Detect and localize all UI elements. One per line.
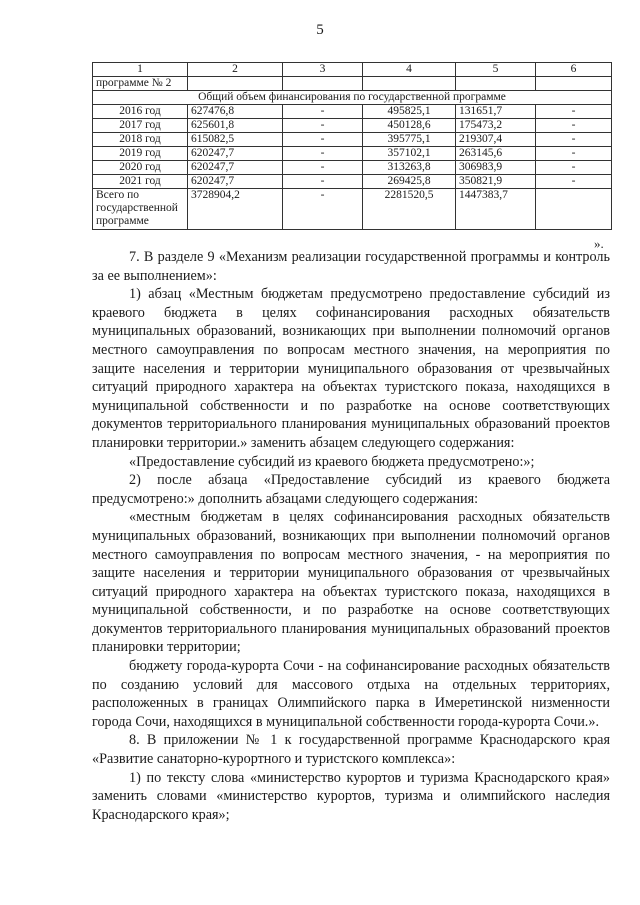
table-row [93,119,612,133]
regional-cell: 357102,1 [363,147,456,161]
other-cell: - [536,133,612,147]
federal-cell: - [283,147,363,161]
other-cell [536,189,612,230]
local-cell: 131651,7 [456,105,536,119]
total-cell: 3728904,2 [188,189,283,230]
page-number: 5 [316,22,324,38]
other-cell: - [536,161,612,175]
header-cell: 6 [536,63,612,77]
paragraph: 1) по тексту слова «министерство курортов и туризма Краснодарского края» заменить словами «министерство курортов, туризма и олимпийского наследия Краснодарского края»; [92,769,610,823]
paragraph: бюджету города-курорта Сочи - на софинансирование расходных обязательств по созданию условий для массового отдыха на отдельных территориях, расположенных в границах Олимпийского парка в Имеретинской низменности города Сочи, находящихся в муниципальной собственности города-курорта Сочи.». [92,658,610,730]
header-cell: 1 [93,63,188,77]
header-cell: 2 [188,63,283,77]
paragraph: «местным бюджетам в целях софинансирования расходных обязательств муниципальных образований, возникающих при выполнении полномочий органов местного самоуправления по вопросам местного значения, - на мероприятия по защите населения и территории муниципального образования от чрезвычайных ситуаций природного характера на объектах туристского показа, находящихся в муниципальной собственности, и по разработке на основе соответствующих документов территориального планирования муниципальных образований проектов планировки территории; [92,509,610,656]
table-row [93,161,612,175]
total-cell: 620247,7 [188,175,283,189]
local-cell: 263145,6 [456,147,536,161]
header-cell: 3 [283,63,363,77]
year-cell: 2016 год [93,105,188,119]
table-row [93,77,612,91]
federal-cell: - [283,119,363,133]
federal-cell: - [283,161,363,175]
local-cell: 1447383,7 [456,189,536,230]
table-header-row [93,63,612,77]
program-label-cell: программе № 2 [93,77,188,91]
local-cell: 219307,4 [456,133,536,147]
regional-cell: 2281520,5 [363,189,456,230]
federal-cell: - [283,105,363,119]
regional-cell: 450128,6 [363,119,456,133]
total-cell: 620247,7 [188,161,283,175]
federal-cell: - [283,133,363,147]
local-cell: 175473,2 [456,119,536,133]
year-cell: 2019 год [93,147,188,161]
paragraph: «Предоставление субсидий из краевого бюджета предусмотрено:»; [129,453,535,470]
table-row [93,147,612,161]
table-section-row [93,91,612,105]
table-total-row [93,189,612,230]
section-title: Общий объем финансирования по государственной программе [93,91,612,105]
other-cell: - [536,147,612,161]
year-cell: 2020 год [93,161,188,175]
closing-quote: ». [594,236,604,251]
year-cell: 2021 год [93,175,188,189]
federal-cell: - [283,189,363,230]
year-cell: 2018 год [93,133,188,147]
regional-cell: 395775,1 [363,133,456,147]
table-row [93,175,612,189]
federal-cell: - [283,175,363,189]
local-cell: 350821,9 [456,175,536,189]
total-cell: 627476,8 [188,105,283,119]
table-row [93,133,612,147]
financing-table [92,62,612,230]
other-cell: - [536,105,612,119]
total-cell: 620247,7 [188,147,283,161]
other-cell: - [536,175,612,189]
header-cell: 5 [456,63,536,77]
local-cell: 306983,9 [456,161,536,175]
paragraph: 7. В разделе 9 «Механизм реализации государственной программы и контроль за ее выполнением»: [92,249,610,284]
regional-cell: 495825,1 [363,105,456,119]
header-cell: 4 [363,63,456,77]
regional-cell: 269425,8 [363,175,456,189]
table-row [93,105,612,119]
document-body [92,248,610,824]
total-cell: 625601,8 [188,119,283,133]
regional-cell: 313263,8 [363,161,456,175]
total-label-cell: Всего по государственной программе [93,189,188,230]
paragraph: 2) после абзаца «Предоставление субсидий из краевого бюджета предусмотрено:» дополнить абзацами следующего содержания: [92,472,610,507]
year-cell: 2017 год [93,119,188,133]
other-cell: - [536,119,612,133]
paragraph: 8. В приложении № 1 к государственной программе Краснодарского края «Развитие санаторно-курортного и туристского комплекса»: [92,732,610,768]
total-cell: 615082,5 [188,133,283,147]
paragraph: 1) абзац «Местным бюджетам предусмотрено предоставление субсидий из краевого бюджета в целях софинансирования расходных обязательств муниципальных образований, возникающих при выполнении полномочий органов местного самоуправления по вопросам местного значения, на мероприятия по защите населения и территории муниципального образования от чрезвычайных ситуаций природного характера на объектах туристского показа, находящихся в муниципальной собственности и по разработке на основе соответствующих документов территориального планирования муниципальных образований проектов планировки территории.» заменить абзацем следующего содержания: [92,286,610,451]
